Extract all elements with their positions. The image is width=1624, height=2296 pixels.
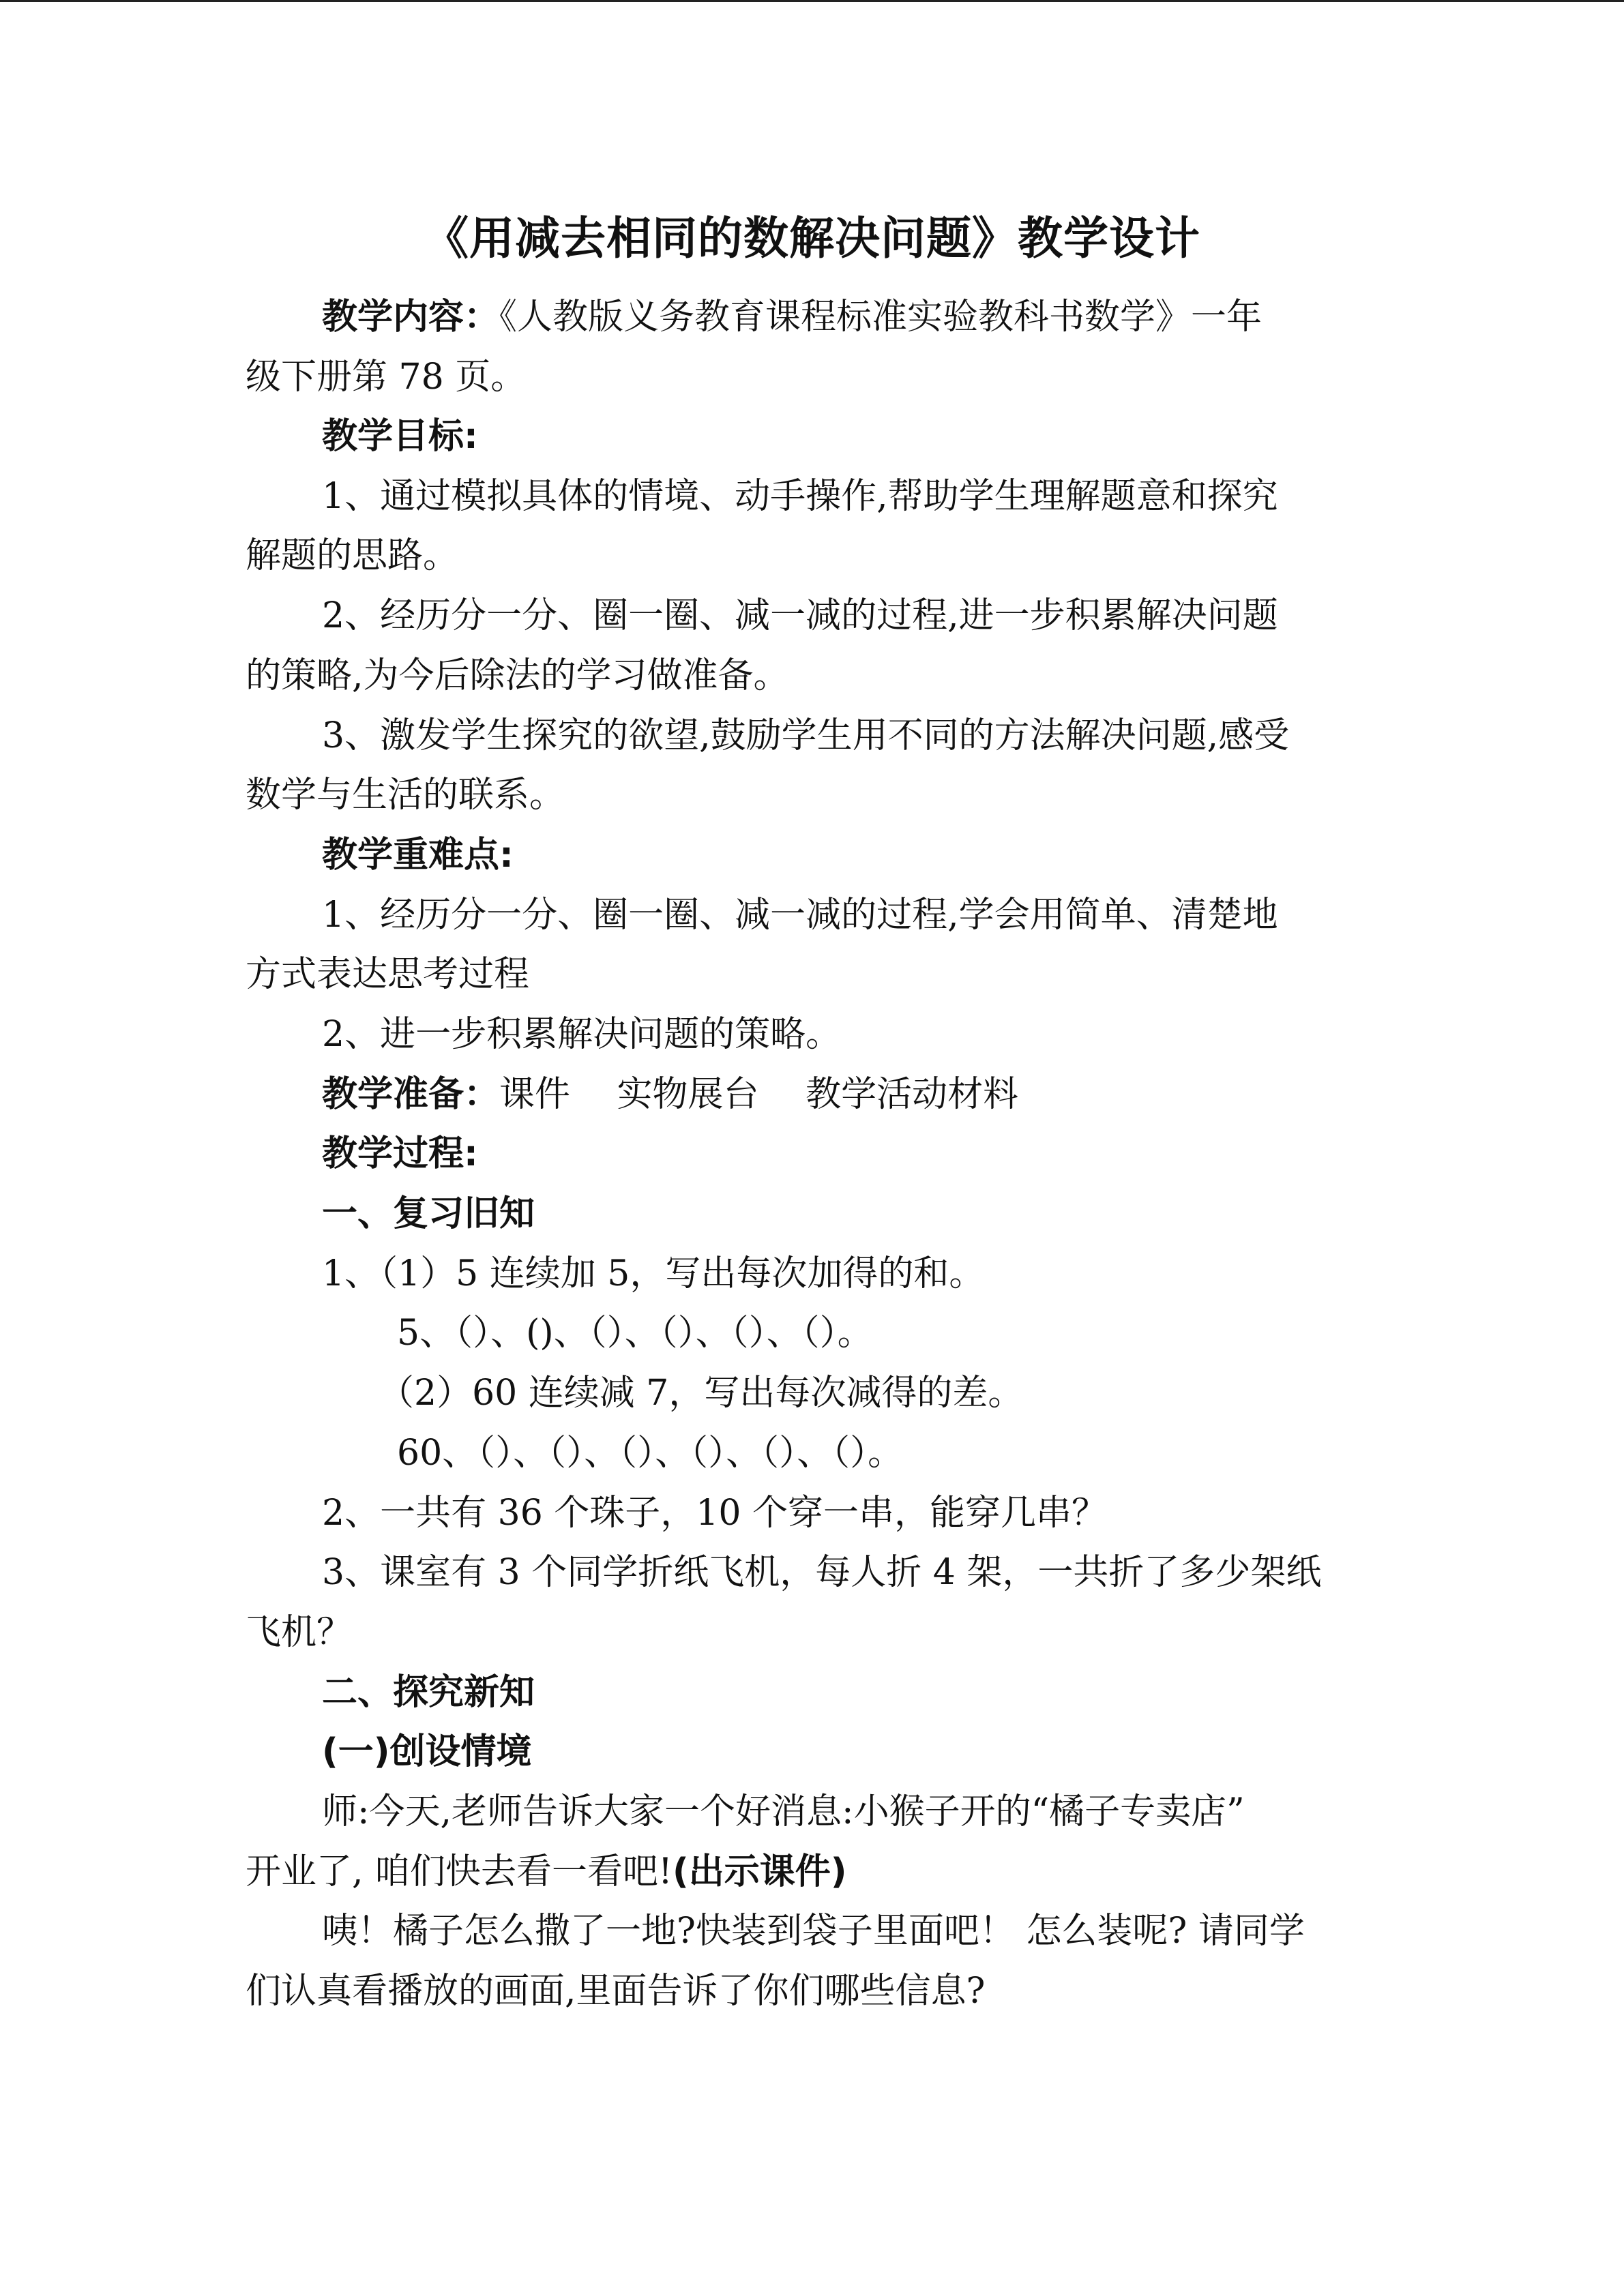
key-points-heading: 教学重难点: (322, 835, 514, 876)
document-title: 《用减去相同的数解决问题》教学设计 (424, 212, 1200, 265)
teaching-goals-heading: 教学目标: (322, 416, 478, 457)
teaching-prep-label: 教学准备： (322, 1074, 500, 1115)
teacher-speech-line-1: 师:今天,老师告诉大家一个好消息:小猴子开的“橘子专卖店” (322, 1791, 1245, 1832)
goal-3-line-2: 数学与生活的联系。 (246, 775, 565, 816)
teacher-speech-line-2 (246, 1845, 847, 1899)
oranges-paragraph-line-2: 们认真看播放的画面,里面告诉了你们哪些信息? (246, 1971, 986, 2012)
teaching-prep-text: 课件 实物展台 教学活动材料 (499, 1074, 1019, 1115)
teaching-content-continuation: 级下册第 78 页。 (246, 357, 527, 398)
review-question-3-line-1: 3、课室有 3 个同学折纸飞机，每人折 4 架，一共折了多少架纸 (322, 1552, 1322, 1593)
key-point-2: 2、进一步积累解决问题的策略。 (322, 1014, 842, 1055)
goal-1-line-2: 解题的思路。 (246, 535, 459, 576)
key-point-1-line-2: 方式表达思考过程 (246, 954, 530, 995)
key-point-1-line-1: 1、经历分一分、圈一圈、减一减的过程,学会用简单、清楚地 (322, 895, 1278, 936)
goal-2-line-2: 的策略,为今后除法的学习做准备。 (246, 655, 789, 696)
review-question-3-line-2: 飞机？ (246, 1612, 353, 1653)
oranges-paragraph-line-1: 咦！橘子怎么撒了一地?快装到袋子里面吧！ 怎么装呢? 请同学 (322, 1911, 1305, 1952)
review-question-2: 2、一共有 36 个珠子，10 个穿一串，能穿几串？ (322, 1493, 1108, 1534)
section-review-heading: 一、复习旧知 (322, 1193, 535, 1234)
show-courseware-note: (出示课件) (672, 1851, 847, 1892)
teaching-prep-line (322, 1067, 1018, 1122)
goal-2-line-1: 2、经历分一分、圈一圈、减一减的过程,进一步积累解决问题 (322, 595, 1278, 636)
section-explore-heading: 二、探究新知 (322, 1672, 535, 1713)
review-question-1-1-blanks: 5、（）、()、（）、（）、（）、（）。 (397, 1313, 873, 1354)
teaching-content-text: 《人教版义务教育课程标准实验教科书数学》一年 (499, 297, 1263, 338)
teaching-content-label: 教学内容： (322, 297, 500, 338)
review-question-1-1: 1、（1）5 连续加 5，写出每次加得的和。 (322, 1253, 985, 1294)
subsection-scenario-heading: (一)创设情境 (322, 1731, 532, 1772)
teaching-process-heading: 教学过程: (322, 1133, 478, 1174)
review-question-1-2: （2）60 连续减 7，写出每次减得的差。 (379, 1373, 1024, 1414)
goal-1-line-1: 1、通过模拟具体的情境、动手操作,帮助学生理解题意和探究 (322, 476, 1278, 517)
teacher-speech-text: 开业了, 咱们快去看一看吧! (246, 1851, 673, 1892)
review-question-1-2-blanks: 60、（）、（）、（）、（）、（）、（）。 (397, 1433, 904, 1474)
goal-3-line-1: 3、激发学生探究的欲望,鼓励学生用不同的方法解决问题,感受 (322, 715, 1290, 756)
teaching-content-line (322, 290, 1262, 344)
